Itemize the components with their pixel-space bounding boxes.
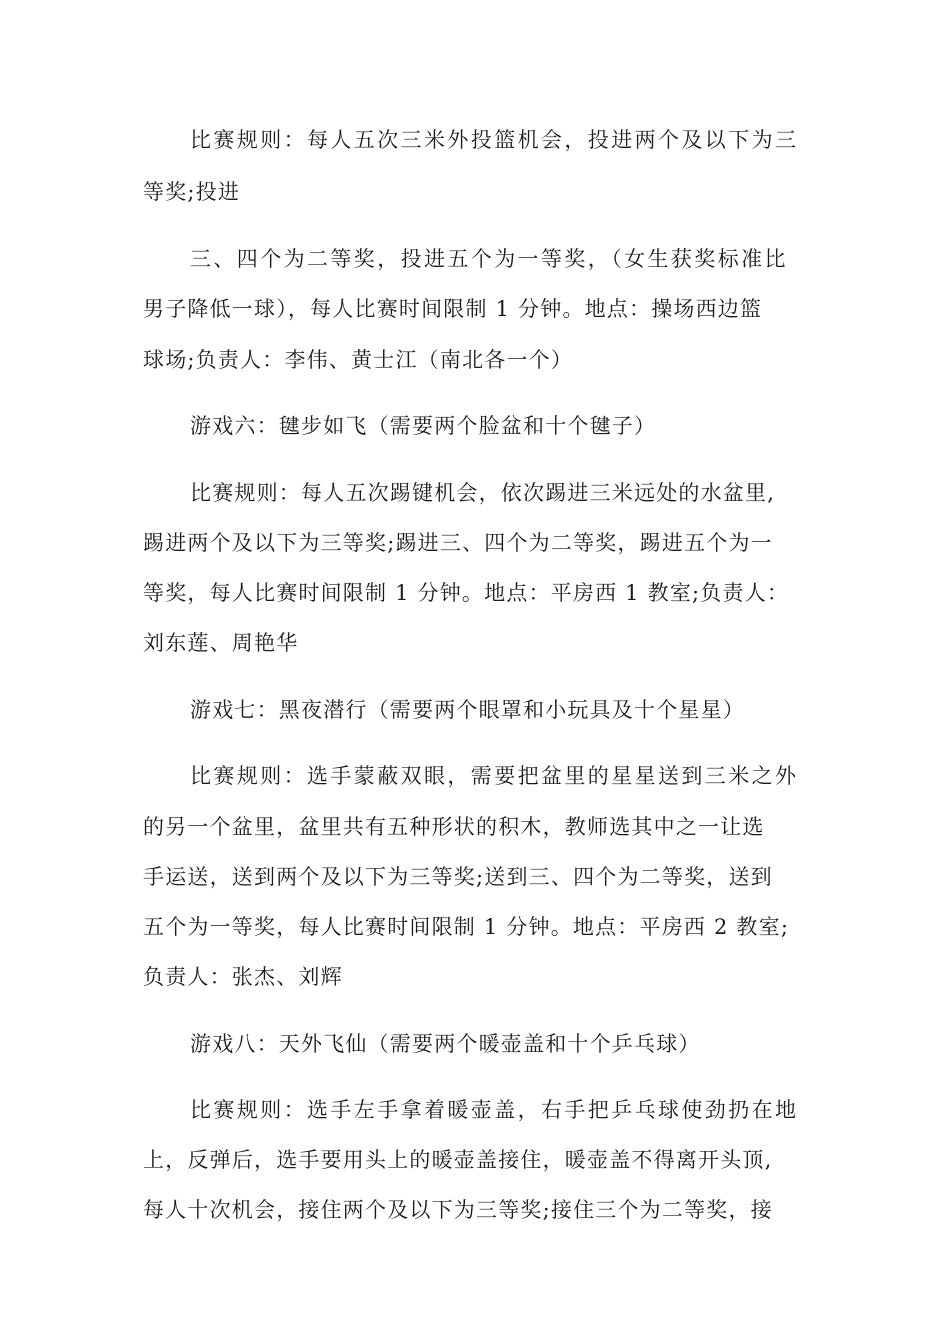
paragraph-line: 的另一个盆里，盆里共有五种形状的积木，教师选其中之一让选 [143,815,765,839]
paragraph-line: 比赛规则：选手蒙蔽双眼，需要把盆里的星星送到三米之外 [190,764,799,788]
paragraph-line: 负责人：张杰、刘辉 [143,965,343,989]
paragraph-line: 五个为一等奖，每人比赛时间限制 1 分钟。地点：平房西 2 教室; [143,915,790,939]
paragraph-line: 手运送，送到两个及以下为三等奖;送到三、四个为二等奖，送到 [143,865,773,889]
paragraph-line: 每人十次机会，接住两个及以下为三等奖;接住三个为二等奖，接 [143,1198,773,1222]
paragraph-line: 踢进两个及以下为三等奖;踢进三、四个为二等奖，踢进五个为一 [143,531,773,555]
section-heading: 游戏七：黑夜潜行（需要两个眼罩和小玩具及十个星星） [190,698,745,722]
paragraph-line: 刘东莲、周艳华 [143,631,299,655]
paragraph-line: 男子降低一球），每人比赛时间限制 1 分钟。地点：操场西边篮 [143,297,763,321]
section-heading: 游戏六：毽步如飞（需要两个脸盆和十个毽子） [190,414,657,438]
paragraph-line: 比赛规则：选手左手拿着暖壶盖，右手把乒乓球使劲扔在地 [190,1098,799,1122]
paragraph-line: 三、四个为二等奖，投进五个为一等奖，（女生获奖标准比 [190,247,788,271]
section-heading: 游戏八：天外飞仙（需要两个暖壶盖和十个乒乓球） [190,1032,701,1056]
paragraph-line: 球场;负责人：李伟、黄士江（南北各一个） [143,348,574,372]
paragraph-line: 等奖，每人比赛时间限制 1 分钟。地点：平房西 1 教室;负责人： [143,581,790,605]
paragraph-line: 比赛规则：每人五次三米外投篮机会，投进两个及以下为三 [190,128,799,152]
paragraph-line: 等奖;投进 [143,180,241,204]
paragraph-line: 比赛规则：每人五次踢键机会，依次踢进三米远处的水盆里, [190,481,776,505]
paragraph-line: 上，反弹后，选手要用头上的暖壶盖接住，暖壶盖不得离开头顶, [143,1148,773,1172]
